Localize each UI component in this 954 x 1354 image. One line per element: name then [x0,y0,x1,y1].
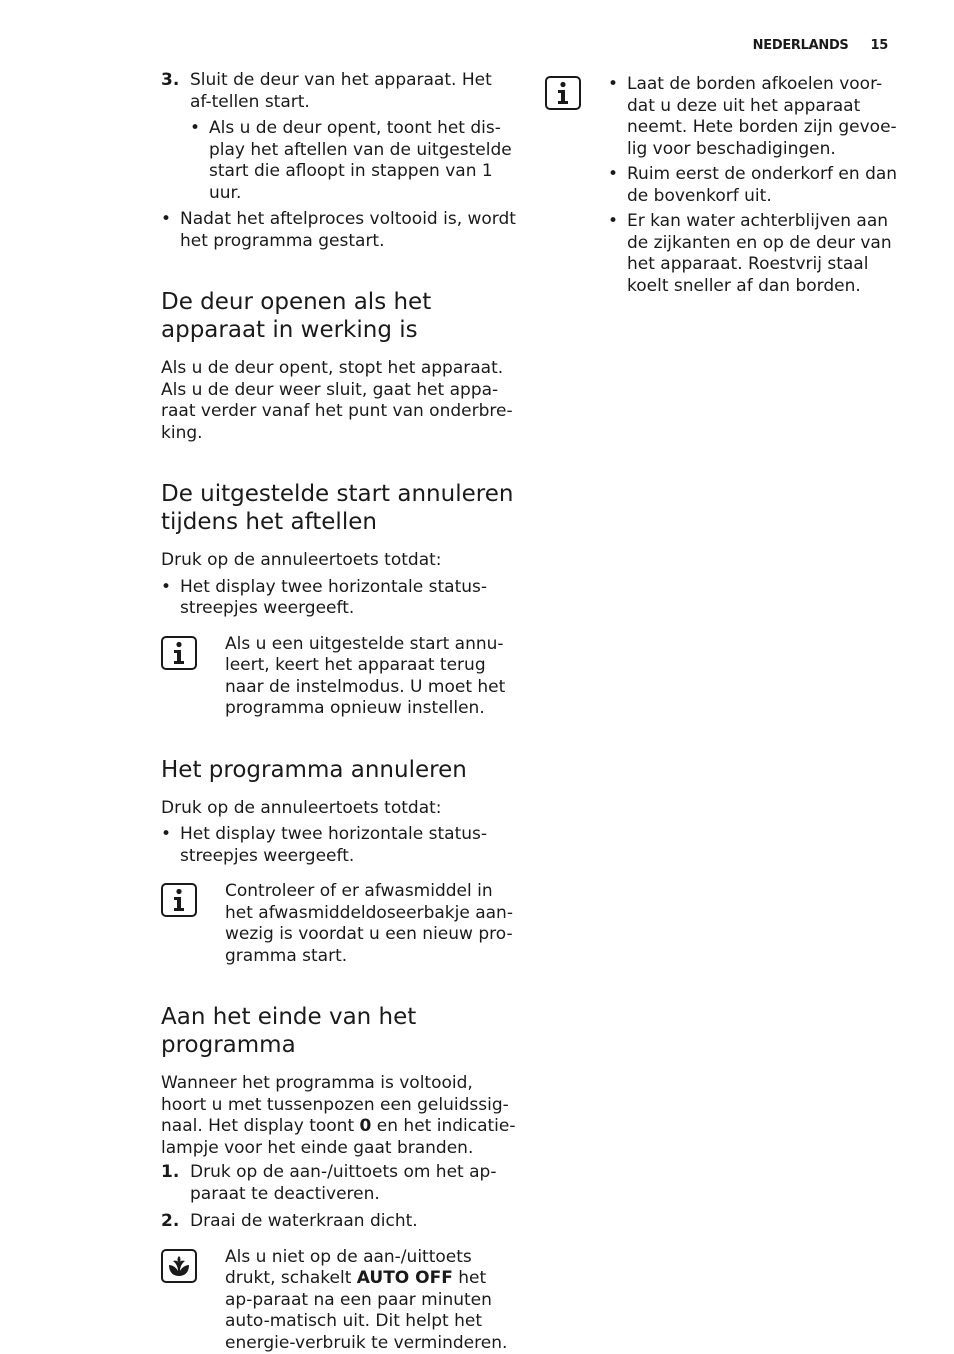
step-item [161,70,516,113]
section-heading-cancel-program: Het programma annuleren [161,756,516,784]
bullet-item [608,164,900,207]
note-text: het ap-paraat na een paar minuten auto-matisch uit. Dit helpt het energie-verbruik te verminderen. [225,1268,507,1353]
note-text: Controleer of er afwasmiddel in het afwasmiddeldoseerbakje aan-wezig is voordat u een nieuw pro-gramma start. [225,881,513,966]
bullet-item [608,211,900,297]
sub-bullet [190,118,516,204]
environment-note [161,1247,516,1354]
bullet-item [161,824,516,867]
bullet-text: Het display twee horizontale status-streepjes weergeeft. [180,577,487,619]
section-body-door: Als u de deur opent, stopt het apparaat. Als u de deur weer sluit, gaat het appa-raat verder vanaf het punt van onderbre-king. [161,358,516,444]
info-note [161,634,516,720]
sub-bullet-text: Als u de deur opent, toont het dis-play het aftellen van de uitgestelde start die afloopt in stappen van 1 uur. [209,118,512,203]
body-text: Wanneer het programma is voltooid, hoort u met tussenpozen een geluidssig-naal. Het display toont [161,1073,509,1136]
page-number: 15 [871,38,889,53]
info-icon [161,636,197,670]
bullet-item [608,74,900,160]
bullet-text: Het display twee horizontale status-streepjes weergeeft. [180,824,487,866]
step-number: 3. [161,70,179,92]
left-column [161,70,516,1354]
bullet-text: Ruim eerst de onderkorf en dan de bovenkorf uit. [627,164,897,206]
info-icon [545,76,581,110]
body-text: en het indicatie-lampje voor het einde gaat branden. [161,1116,515,1158]
leaf-icon [161,1249,197,1283]
display-value: 0 [360,1116,372,1136]
step-text: Sluit de deur van het apparaat. Het af-tellen start. [190,70,492,112]
section-heading-end: Aan het einde van het programma [161,1003,516,1059]
step-item [161,1211,516,1233]
bullet-text: Laat de borden afkoelen voor-dat u deze uit het apparaat neemt. Hete borden zijn gevoe-lig voor beschadigingen. [627,74,897,159]
section-body-end [161,1073,516,1159]
note-text: Als u niet op de aan-/uittoets drukt, schakelt [225,1247,472,1289]
step-number: 2. [161,1211,179,1233]
note-text: Als u een uitgestelde start annu-leert, keert het apparaat terug naar de instelmodus. U moet het programma opnieuw instellen. [225,634,505,719]
page-header [753,38,888,53]
auto-off-label: AUTO OFF [357,1268,453,1288]
step-text: Druk op de aan-/uittoets om het ap-paraat te deactiveren. [190,1162,496,1204]
header-language: NEDERLANDS [753,38,849,53]
section-intro: Druk op de annuleertoets totdat: [161,798,516,820]
bullet-item [161,577,516,620]
section-heading-door: De deur openen als het apparaat in werking is [161,288,516,344]
bullet-item [161,209,516,252]
step-item [161,1162,516,1205]
info-note [545,74,900,297]
step-number: 1. [161,1162,179,1184]
section-heading-cancel-delay: De uitgestelde start annuleren tijdens het aftellen [161,480,516,536]
bullet-text: Nadat het aftelproces voltooid is, wordt het programma gestart. [180,209,516,251]
info-icon [161,883,197,917]
info-note [161,881,516,967]
right-column [545,70,900,297]
bullet-text: Er kan water achterblijven aan de zijkanten en op de deur van het apparaat. Roestvrij staal koelt sneller af dan borden. [627,211,892,296]
step-text: Draai de waterkraan dicht. [190,1211,418,1231]
section-intro: Druk op de annuleertoets totdat: [161,550,516,572]
